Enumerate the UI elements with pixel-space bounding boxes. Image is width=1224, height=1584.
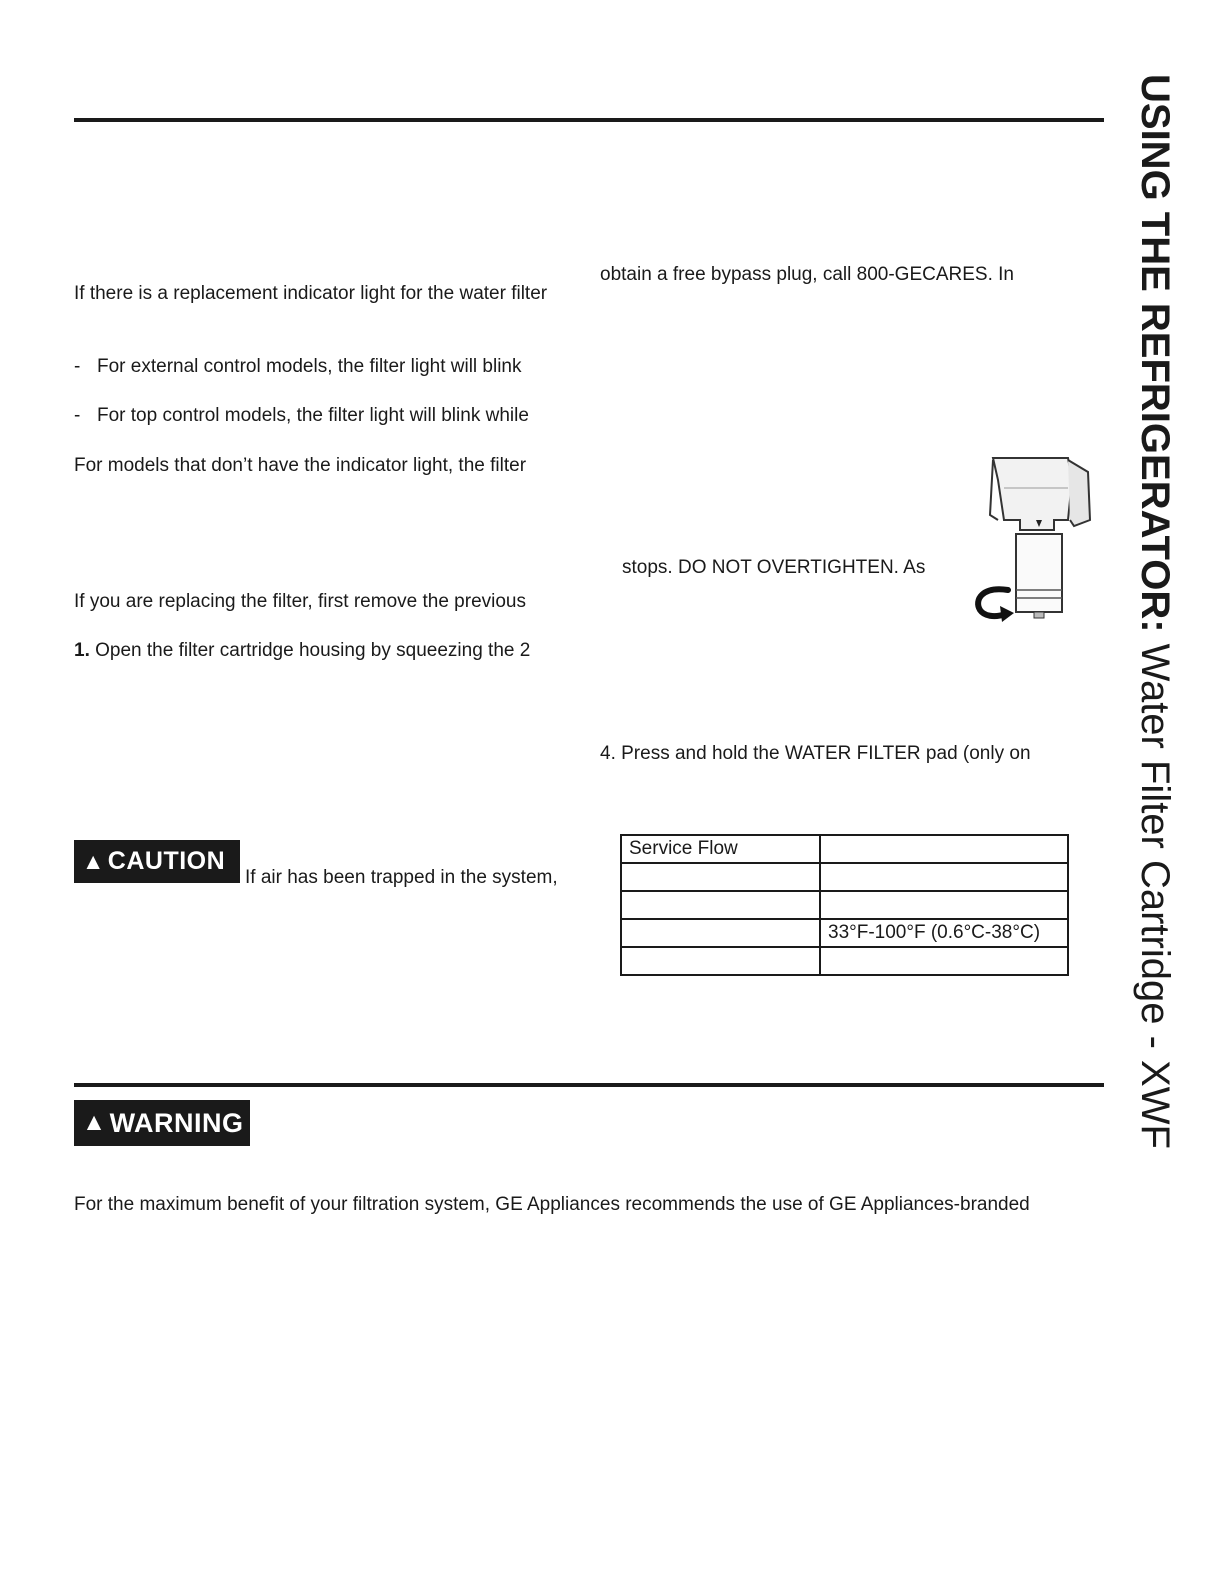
table-row xyxy=(621,891,1068,919)
top-rule xyxy=(74,118,1104,122)
no-indicator-text: For models that don’t have the indicator light, the filter xyxy=(74,455,527,476)
step1-text: Open the filter cartridge housing by squeezing the 2 xyxy=(95,640,531,661)
table-row xyxy=(621,947,1068,975)
table-cell xyxy=(621,891,820,919)
caution-text: If air has been trapped in the system, xyxy=(245,867,558,888)
replacing-text: If you are replacing the filter, first remove the previous xyxy=(74,591,526,612)
recommendation-text: For the maximum benefit of your filtration system, GE Appliances recommends the use of GE Appliances-branded xyxy=(74,1194,1030,1215)
sidebar-topic: Water Filter Cartridge - XWF xyxy=(1133,643,1177,1149)
filter-cartridge-illustration xyxy=(960,450,1095,630)
step4-text: 4. Press and hold the WATER FILTER pad (only on xyxy=(600,743,1031,764)
table-cell xyxy=(820,835,1068,863)
indicator-intro-text: If there is a replacement indicator light for the water filter xyxy=(74,283,548,304)
table-cell xyxy=(621,947,820,975)
rotate-arrow-icon xyxy=(978,589,1014,622)
caution-label: CAUTION xyxy=(107,847,226,875)
top-control-bullet: - xyxy=(74,405,81,426)
step1-number: 1. xyxy=(74,640,90,661)
table-row xyxy=(621,919,1068,947)
external-control-text: For external control models, the filter light will blink xyxy=(97,356,522,377)
table-cell: Service Flow xyxy=(621,835,820,863)
overtighten-text: stops. DO NOT OVERTIGHTEN. As xyxy=(622,557,926,578)
table-cell xyxy=(820,947,1068,975)
caution-badge xyxy=(74,840,240,883)
table-cell: 33°F-100°F (0.6°C-38°C) xyxy=(820,919,1068,947)
external-control-bullet: - xyxy=(74,356,81,377)
warning-label: WARNING xyxy=(109,1107,244,1138)
bottom-rule xyxy=(74,1083,1104,1087)
spec-table xyxy=(620,834,1069,976)
table-cell xyxy=(820,863,1068,891)
table-cell xyxy=(621,863,820,891)
table-cell xyxy=(820,891,1068,919)
table-row xyxy=(621,863,1068,891)
table-cell xyxy=(621,919,820,947)
bypass-plug-text: obtain a free bypass plug, call 800-GECARES. In xyxy=(600,264,1015,285)
warning-triangle-icon: ▲ xyxy=(82,848,105,874)
top-control-text: For top control models, the filter light will blink while xyxy=(97,405,529,426)
warning-badge xyxy=(74,1100,250,1146)
sidebar-section: USING THE REFRIGERATOR: xyxy=(1133,74,1177,633)
sidebar-title xyxy=(1130,74,1180,1149)
table-row xyxy=(621,835,1068,863)
warning-triangle-icon: ▲ xyxy=(82,1109,107,1136)
step1 xyxy=(74,640,530,662)
